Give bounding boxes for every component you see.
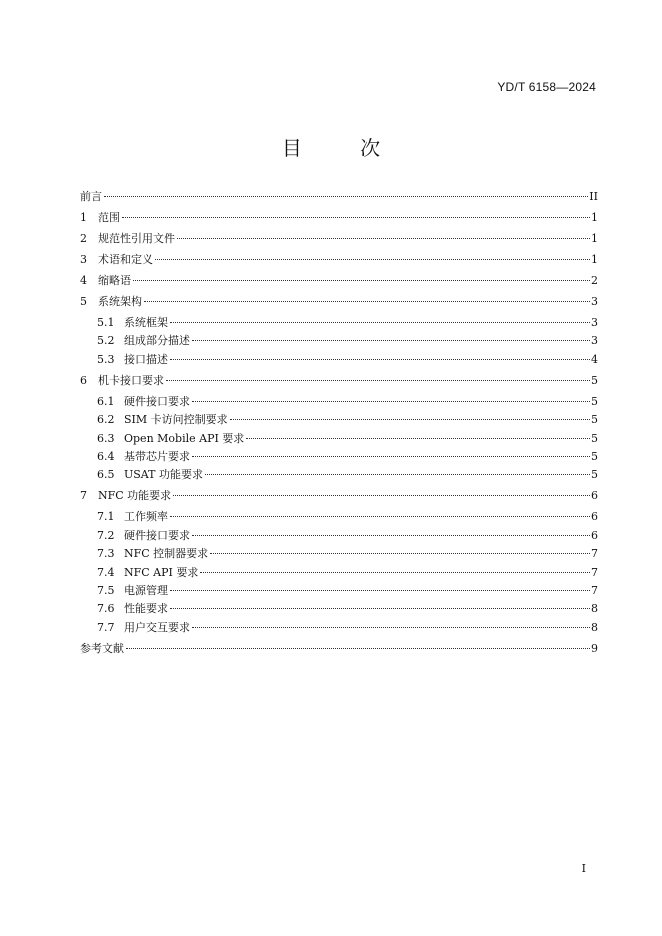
dot-leader [170, 590, 590, 591]
toc-entry-label: 系统框架 [124, 316, 168, 329]
toc-entry[interactable] [80, 487, 598, 505]
toc-entry-number: 7.3 [97, 547, 115, 561]
toc-entry-label: 规范性引用文件 [98, 232, 175, 245]
toc-entry[interactable] [80, 351, 598, 369]
toc-entry[interactable] [80, 619, 598, 637]
toc-entry[interactable] [80, 272, 598, 290]
dot-leader [170, 359, 590, 360]
toc-entry-page: 8 [591, 620, 598, 634]
toc-entry-number: 6 [80, 373, 87, 387]
toc-entry-label: 系统架构 [98, 295, 142, 308]
toc-entry[interactable] [80, 188, 598, 206]
toc-entry-page: 5 [591, 431, 598, 445]
toc-entry-page: 7 [591, 565, 598, 579]
toc-entry[interactable] [80, 393, 598, 411]
toc-entry-number: 7.4 [97, 565, 115, 579]
toc-entry-number: 6.5 [97, 468, 115, 482]
toc-entry-number: 6.2 [97, 413, 115, 427]
toc-entry-page: 6 [591, 510, 598, 524]
dot-leader [210, 553, 590, 554]
table-of-contents [80, 188, 598, 658]
dot-leader [126, 648, 590, 649]
toc-entry[interactable] [80, 448, 598, 466]
toc-entry[interactable] [80, 411, 598, 429]
toc-entry-label: NFC 功能要求 [98, 489, 172, 503]
toc-entry-page: 1 [591, 232, 598, 245]
toc-entry-number: 7.1 [97, 510, 115, 524]
page-number: I [581, 862, 586, 875]
toc-entry-number: 7.2 [97, 528, 115, 542]
toc-entry-label: 硬件接口要求 [124, 394, 190, 408]
toc-entry-label: 工作频率 [124, 510, 168, 524]
toc-entry-page: 5 [591, 450, 598, 464]
toc-entry-number: 7 [80, 489, 87, 503]
toc-entry-label: 缩略语 [98, 274, 131, 287]
toc-entry-label: SIM 卡访问控制要求 [124, 413, 228, 427]
toc-entry-number: 5 [80, 295, 87, 308]
toc-entry-page: 1 [591, 253, 598, 266]
toc-entry[interactable] [80, 372, 598, 390]
toc-entry-label: 组成部分描述 [124, 334, 190, 348]
toc-entry-label: NFC API 要求 [124, 565, 199, 579]
toc-entry-page: 3 [591, 334, 598, 348]
toc-entry-label: 机卡接口要求 [98, 373, 164, 387]
toc-entry-label: 范围 [98, 211, 120, 224]
toc-entry-page: 5 [591, 468, 598, 482]
dot-leader [173, 495, 590, 496]
dot-leader [200, 572, 590, 573]
toc-entry[interactable] [80, 293, 598, 311]
toc-entry-label: 电源管理 [124, 584, 168, 598]
dot-leader [166, 380, 590, 381]
toc-entry-page: 9 [591, 641, 598, 655]
toc-entry[interactable] [80, 314, 598, 332]
toc-entry[interactable] [80, 430, 598, 448]
toc-entry[interactable] [80, 466, 598, 484]
toc-entry-page: 3 [591, 316, 598, 329]
dot-leader [205, 474, 590, 475]
toc-entry-page: 1 [591, 211, 598, 224]
dot-leader [246, 438, 590, 439]
toc-entry[interactable] [80, 545, 598, 563]
toc-entry-label: USAT 功能要求 [124, 468, 203, 482]
toc-entry-page: 2 [591, 274, 598, 287]
toc-entry[interactable] [80, 230, 598, 248]
toc-entry-label: 硬件接口要求 [124, 528, 190, 542]
dot-leader [133, 280, 590, 281]
dot-leader [170, 608, 590, 609]
toc-entry[interactable] [80, 251, 598, 269]
toc-entry[interactable] [80, 600, 598, 618]
toc-entry[interactable] [80, 508, 598, 526]
toc-entry-number: 6.1 [97, 394, 115, 408]
toc-entry-label: 接口描述 [124, 352, 168, 366]
toc-entry[interactable] [80, 640, 598, 658]
dot-leader [230, 419, 590, 420]
toc-entry-label: 用户交互要求 [124, 620, 190, 634]
toc-entry-number: 5.1 [97, 316, 115, 329]
page-title: 目 次 [281, 136, 407, 160]
toc-entry-page: 5 [591, 413, 598, 427]
dot-leader [122, 217, 590, 218]
toc-entry-label: 性能要求 [124, 602, 168, 616]
toc-entry-page: 7 [591, 584, 598, 598]
toc-entry-number: 7.6 [97, 602, 115, 616]
toc-entry-number: 7.7 [97, 620, 115, 634]
toc-entry-page: 8 [591, 602, 598, 616]
dot-leader [192, 456, 590, 457]
dot-leader [192, 401, 590, 402]
toc-entry-number: 6.3 [97, 431, 115, 445]
toc-entry-page: 4 [591, 352, 598, 366]
toc-entry-page: 6 [591, 528, 598, 542]
toc-entry-number: 3 [80, 253, 87, 266]
dot-leader [177, 238, 590, 239]
dot-leader [104, 196, 588, 197]
toc-entry-page: 6 [591, 489, 598, 503]
dot-leader [192, 627, 590, 628]
toc-entry-number: 5.3 [97, 352, 115, 366]
dot-leader [170, 516, 590, 517]
dot-leader [192, 535, 590, 536]
toc-entry-number: 4 [80, 274, 87, 287]
toc-entry-page: 7 [591, 547, 598, 561]
toc-entry[interactable] [80, 527, 598, 545]
toc-entry-label: Open Mobile API 要求 [124, 431, 245, 445]
dot-leader [192, 340, 590, 341]
standard-code: YD/T 6158—2024 [497, 80, 596, 94]
toc-entry[interactable] [80, 582, 598, 600]
toc-entry-label: 术语和定义 [98, 253, 153, 266]
toc-entry-label: 参考文献 [80, 641, 124, 655]
toc-entry-label: 基带芯片要求 [124, 450, 190, 464]
toc-entry-page: II [589, 190, 598, 203]
toc-entry-page: 5 [591, 394, 598, 408]
toc-entry-number: 5.2 [97, 334, 115, 348]
toc-entry-label: NFC 控制器要求 [124, 547, 209, 561]
toc-entry[interactable] [80, 332, 598, 350]
toc-entry-page: 5 [591, 373, 598, 387]
dot-leader [170, 322, 590, 323]
toc-entry-number: 1 [80, 211, 87, 224]
toc-entry[interactable] [80, 564, 598, 582]
toc-entry-number: 7.5 [97, 584, 115, 598]
dot-leader [144, 301, 590, 302]
toc-entry-label: 前言 [80, 190, 102, 203]
toc-entry[interactable] [80, 209, 598, 227]
dot-leader [155, 259, 590, 260]
toc-entry-number: 6.4 [97, 450, 115, 464]
toc-entry-number: 2 [80, 232, 87, 245]
toc-entry-page: 3 [591, 295, 598, 308]
